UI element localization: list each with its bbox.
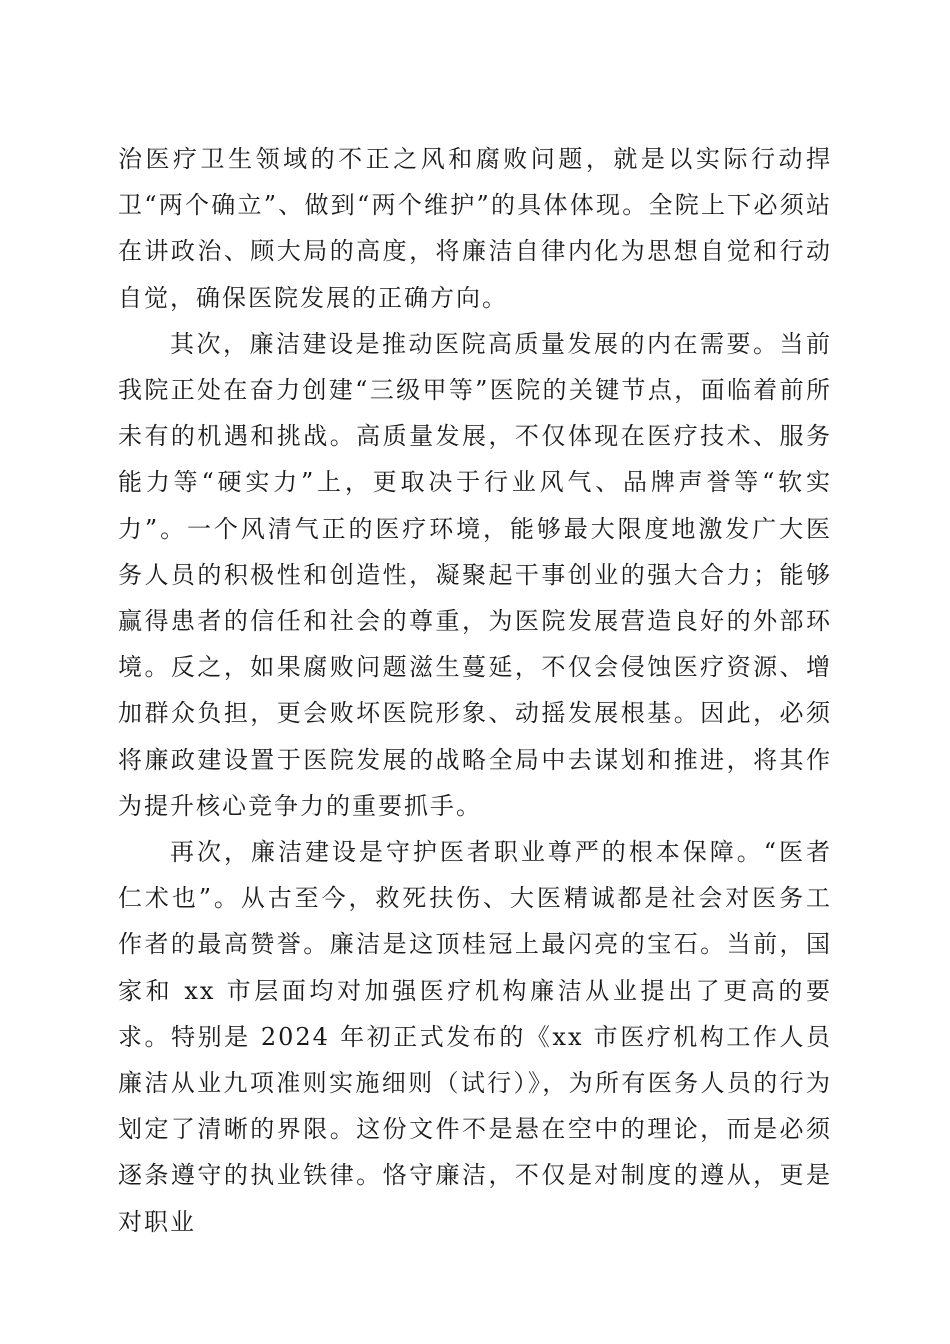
paragraph-3: 再次，廉洁建设是守护医者职业尊严的根本保障。“医者仁术也”。从古至今，救死扶伤、大医精诚都是社会对医务工作者的最高赞誉。廉洁是这顶桂冠上最闪亮的宝石。当前，国家和 xx 市层面均对加强医疗机构廉洁从业提出了更高的要求。特别是 2024 年初正式发布的《xx 市医疗机构工作人员廉洁从业九项准则实施细则（试行）》，为所有医务人员的行为划定了清晰的界限。这份文件不是悬在空中的理论，而是必须逐条遵守的执业铁律。恪守廉洁，不仅是对制度的遵从，更是对职业 (118, 838, 832, 1236)
document-body (118, 136, 832, 1245)
paragraph-1: 治医疗卫生领域的不正之风和腐败问题，就是以实际行动捍卫“两个确立”、做到“两个维护”的具体体现。全院上下必须站在讲政治、顾大局的高度，将廉洁自律内化为思想自觉和行动自觉，确保医院发展的正确方向。 (118, 145, 832, 312)
paragraph-2: 其次，廉洁建设是推动医院高质量发展的内在需要。当前我院正处在奋力创建“三级甲等”医院的关键节点，面临着前所未有的机遇和挑战。高质量发展，不仅体现在医疗技术、服务能力等“硬实力”上，更取决于行业风气、品牌声誉等“软实力”。一个风清气正的医疗环境，能够最大限度地激发广大医务人员的积极性和创造性，凝聚起干事创业的强大合力；能够赢得患者的信任和社会的尊重，为医院发展营造良好的外部环境。反之，如果腐败问题滋生蔓延，不仅会侵蚀医疗资源、增加群众负担，更会败坏医院形象、动摇发展根基。因此，必须将廉政建设置于医院发展的战略全局中去谋划和推进，将其作为提升核心竞争力的重要抓手。 (118, 329, 832, 820)
